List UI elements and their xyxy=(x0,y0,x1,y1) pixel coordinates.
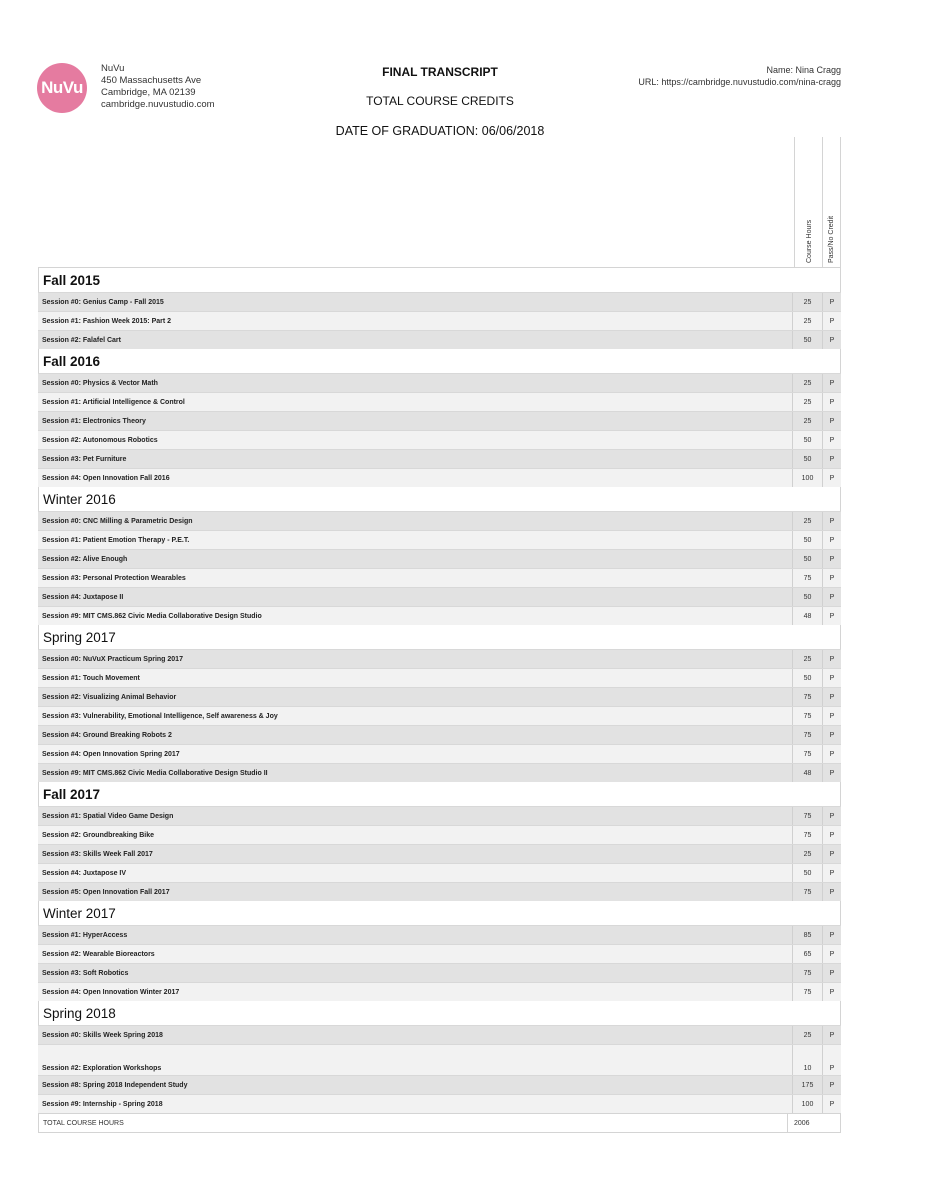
session-grade: P xyxy=(822,1045,841,1075)
session-row xyxy=(38,763,841,782)
student-info xyxy=(638,64,841,88)
session-name: Session #1: Touch Movement xyxy=(42,674,140,682)
student-name: Name: Nina Cragg xyxy=(766,65,841,75)
session-row xyxy=(38,944,841,963)
session-row xyxy=(38,373,841,392)
session-grade: P xyxy=(822,883,841,901)
term-heading: Spring 2018 xyxy=(38,1001,841,1025)
session-row xyxy=(38,882,841,901)
session-hours: 10 xyxy=(792,1045,822,1075)
session-name: Session #3: Skills Week Fall 2017 xyxy=(42,850,153,858)
session-hours: 25 xyxy=(792,412,822,430)
session-grade: P xyxy=(822,845,841,863)
session-name: Session #4: Juxtapose IV xyxy=(42,869,127,877)
session-name: Session #3: Personal Protection Wearables xyxy=(42,574,186,582)
column-divider xyxy=(840,137,841,267)
session-grade: P xyxy=(822,312,841,330)
session-grade: P xyxy=(822,669,841,687)
graduation-date: DATE OF GRADUATION: 06/06/2018 xyxy=(335,124,545,138)
session-row xyxy=(38,449,841,468)
session-hours: 25 xyxy=(792,845,822,863)
session-row xyxy=(38,725,841,744)
session-name: Session #3: Vulnerability, Emotional Intelligence, Self awareness & Joy xyxy=(42,712,278,720)
session-row xyxy=(38,549,841,568)
session-row xyxy=(38,530,841,549)
session-name: Session #2: Falafel Cart xyxy=(42,336,121,344)
session-name: Session #2: Alive Enough xyxy=(42,555,128,563)
session-hours: 50 xyxy=(792,550,822,568)
session-name: Session #9: Internship - Spring 2018 xyxy=(42,1100,163,1108)
session-name: Session #2: Autonomous Robotics xyxy=(42,436,158,444)
school-website: cambridge.nuvustudio.com xyxy=(101,99,215,110)
session-hours: 25 xyxy=(792,393,822,411)
session-row xyxy=(38,292,841,311)
session-row xyxy=(38,430,841,449)
session-name: Session #9: MIT CMS.862 Civic Media Collaborative Design Studio xyxy=(42,612,262,620)
session-name: Session #5: Open Innovation Fall 2017 xyxy=(42,888,170,896)
session-row xyxy=(38,411,841,430)
column-divider xyxy=(822,137,823,267)
term-heading: Fall 2017 xyxy=(38,782,841,806)
term-heading: Winter 2016 xyxy=(38,487,841,511)
session-hours: 25 xyxy=(792,312,822,330)
total-row xyxy=(38,1113,841,1133)
session-hours: 85 xyxy=(792,926,822,944)
session-row xyxy=(38,1094,841,1113)
term-heading: Fall 2016 xyxy=(38,349,841,373)
session-name: Session #2: Exploration Workshops xyxy=(42,1065,162,1072)
session-name: Session #4: Open Innovation Spring 2017 xyxy=(42,750,180,758)
session-row xyxy=(38,330,841,349)
terms-container xyxy=(38,268,841,1113)
session-hours: 65 xyxy=(792,945,822,963)
session-grade: P xyxy=(822,431,841,449)
session-row xyxy=(38,568,841,587)
session-row xyxy=(38,806,841,825)
session-hours: 50 xyxy=(792,431,822,449)
session-name: Session #2: Wearable Bioreactors xyxy=(42,950,155,958)
session-hours: 75 xyxy=(792,688,822,706)
session-grade: P xyxy=(822,450,841,468)
session-grade: P xyxy=(822,945,841,963)
term-heading: Fall 2015 xyxy=(38,268,841,292)
column-divider xyxy=(794,137,795,267)
school-logo xyxy=(37,63,87,113)
session-row xyxy=(38,311,841,330)
session-hours: 25 xyxy=(792,512,822,530)
session-hours: 100 xyxy=(792,1095,822,1113)
session-name: Session #2: Visualizing Animal Behavior xyxy=(42,693,177,701)
session-name: Session #4: Juxtapose II xyxy=(42,593,124,601)
session-grade: P xyxy=(822,650,841,668)
session-grade: P xyxy=(822,983,841,1001)
session-grade: P xyxy=(822,569,841,587)
logo-text: NuVu xyxy=(41,78,83,97)
session-row xyxy=(38,668,841,687)
session-grade: P xyxy=(822,807,841,825)
session-hours: 50 xyxy=(792,331,822,349)
session-grade: P xyxy=(822,764,841,782)
school-address xyxy=(101,63,215,111)
session-grade: P xyxy=(822,745,841,763)
session-grade: P xyxy=(822,726,841,744)
session-grade: P xyxy=(822,412,841,430)
session-grade: P xyxy=(822,864,841,882)
session-hours: 75 xyxy=(792,726,822,744)
school-name: NuVu xyxy=(101,63,125,74)
session-row xyxy=(38,606,841,625)
session-name: Session #1: HyperAccess xyxy=(42,931,128,939)
session-name: Session #0: Physics & Vector Math xyxy=(42,379,158,387)
session-name: Session #2: Groundbreaking Bike xyxy=(42,831,155,839)
session-row xyxy=(38,1025,841,1044)
session-name: Session #3: Pet Furniture xyxy=(42,455,127,463)
session-grade: P xyxy=(822,469,841,487)
transcript-table xyxy=(38,137,841,1133)
total-hours: 2006 xyxy=(787,1114,840,1132)
session-name: Session #0: Genius Camp - Fall 2015 xyxy=(42,298,164,306)
session-grade: P xyxy=(822,588,841,606)
session-row xyxy=(38,468,841,487)
column-header-hours: Course Hours xyxy=(806,219,813,263)
session-grade: P xyxy=(822,374,841,392)
session-name: Session #1: Spatial Video Game Design xyxy=(42,812,174,820)
session-hours: 75 xyxy=(792,807,822,825)
session-grade: P xyxy=(822,926,841,944)
school-city: Cambridge, MA 02139 xyxy=(101,87,196,98)
session-grade: P xyxy=(822,826,841,844)
term-heading: Winter 2017 xyxy=(38,901,841,925)
student-url: URL: https://cambridge.nuvustudio.com/nina-cragg xyxy=(638,77,841,87)
term-heading: Spring 2017 xyxy=(38,625,841,649)
session-hours: 75 xyxy=(792,883,822,901)
session-hours: 25 xyxy=(792,293,822,311)
column-header-pass: Pass/No Credit xyxy=(828,215,835,263)
session-hours: 50 xyxy=(792,588,822,606)
session-hours: 50 xyxy=(792,864,822,882)
session-name: Session #0: CNC Milling & Parametric Design xyxy=(42,517,193,525)
session-name: Session #1: Electronics Theory xyxy=(42,417,146,425)
school-street: 450 Massachusetts Ave xyxy=(101,75,202,86)
session-row xyxy=(38,844,841,863)
session-row xyxy=(38,1075,841,1094)
session-name: Session #1: Patient Emotion Therapy - P.E.T. xyxy=(42,536,190,544)
session-hours: 50 xyxy=(792,450,822,468)
session-hours: 25 xyxy=(792,1026,822,1044)
session-row xyxy=(38,1044,841,1075)
session-grade: P xyxy=(822,331,841,349)
session-name: Session #1: Fashion Week 2015: Part 2 xyxy=(42,317,172,325)
session-grade: P xyxy=(822,707,841,725)
session-row xyxy=(38,963,841,982)
session-row xyxy=(38,687,841,706)
session-name: Session #0: NuVuX Practicum Spring 2017 xyxy=(42,655,183,663)
session-row xyxy=(38,744,841,763)
session-grade: P xyxy=(822,1076,841,1094)
session-name: Session #4: Open Innovation Fall 2016 xyxy=(42,474,170,482)
session-row xyxy=(38,511,841,530)
session-grade: P xyxy=(822,1095,841,1113)
session-hours: 75 xyxy=(792,983,822,1001)
session-hours: 100 xyxy=(792,469,822,487)
session-hours: 75 xyxy=(792,826,822,844)
session-hours: 50 xyxy=(792,669,822,687)
session-name: Session #1: Artificial Intelligence & Control xyxy=(42,398,185,406)
total-label: TOTAL COURSE HOURS xyxy=(43,1119,124,1127)
session-hours: 48 xyxy=(792,764,822,782)
session-name: Session #4: Open Innovation Winter 2017 xyxy=(42,988,180,996)
session-grade: P xyxy=(822,1026,841,1044)
session-row xyxy=(38,587,841,606)
session-hours: 25 xyxy=(792,374,822,392)
session-row xyxy=(38,825,841,844)
session-grade: P xyxy=(822,607,841,625)
session-row xyxy=(38,392,841,411)
session-hours: 75 xyxy=(792,707,822,725)
session-grade: P xyxy=(822,531,841,549)
document-subtitle: TOTAL COURSE CREDITS xyxy=(366,94,514,108)
session-grade: P xyxy=(822,688,841,706)
session-hours: 48 xyxy=(792,607,822,625)
session-grade: P xyxy=(822,964,841,982)
session-row xyxy=(38,925,841,944)
column-headers xyxy=(38,137,841,268)
session-name: Session #8: Spring 2018 Independent Study xyxy=(42,1081,188,1089)
session-name: Session #4: Ground Breaking Robots 2 xyxy=(42,731,172,739)
session-row xyxy=(38,863,841,882)
session-grade: P xyxy=(822,393,841,411)
session-name: Session #3: Soft Robotics xyxy=(42,969,129,977)
session-hours: 175 xyxy=(792,1076,822,1094)
session-hours: 75 xyxy=(792,964,822,982)
session-name: Session #0: Skills Week Spring 2018 xyxy=(42,1031,163,1039)
document-title: FINAL TRANSCRIPT xyxy=(382,65,498,79)
session-row xyxy=(38,649,841,668)
session-name: Session #9: MIT CMS.862 Civic Media Collaborative Design Studio II xyxy=(42,769,268,777)
session-row xyxy=(38,706,841,725)
session-row xyxy=(38,982,841,1001)
session-hours: 25 xyxy=(792,650,822,668)
session-grade: P xyxy=(822,293,841,311)
session-grade: P xyxy=(822,550,841,568)
session-grade: P xyxy=(822,512,841,530)
session-hours: 75 xyxy=(792,569,822,587)
session-hours: 50 xyxy=(792,531,822,549)
session-hours: 75 xyxy=(792,745,822,763)
